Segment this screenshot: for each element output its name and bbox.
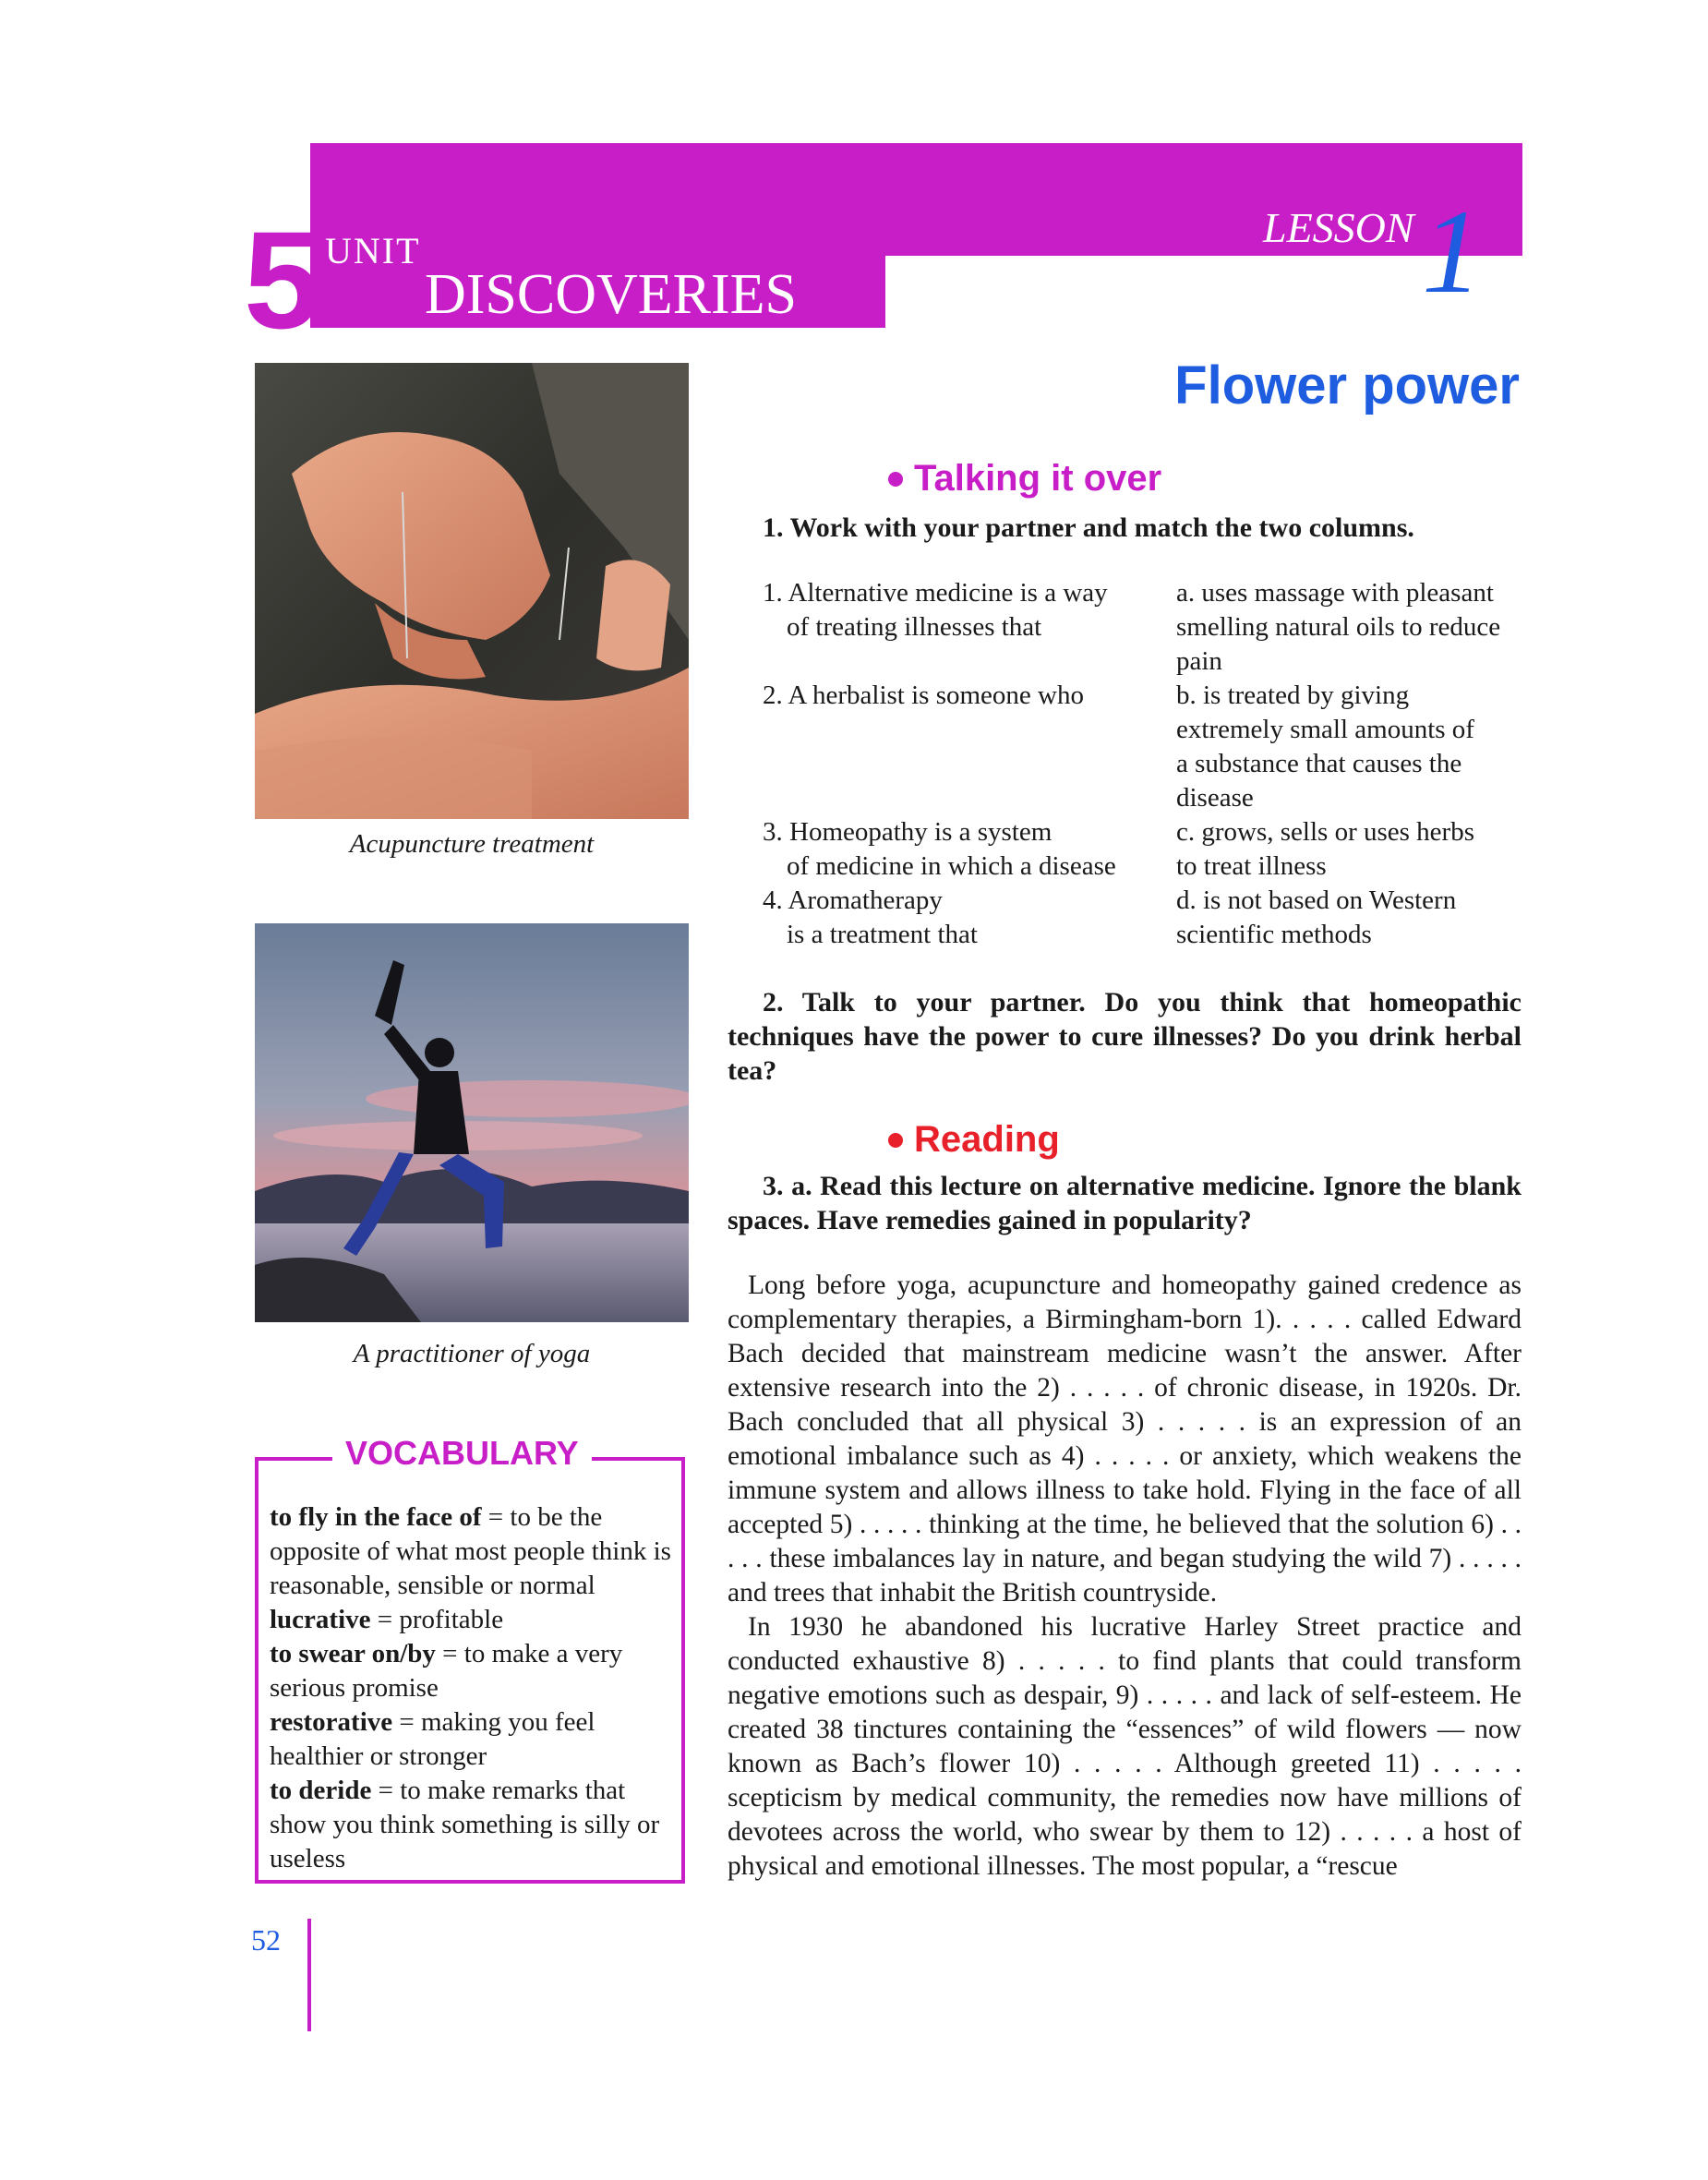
bullet-icon — [888, 472, 903, 487]
match-line: d. is not based on Western — [1176, 885, 1457, 915]
matching-right — [1176, 679, 1527, 815]
vocabulary-definition: = to make a very serious promise — [270, 1639, 623, 1703]
match-line: b. is treated by giving — [1176, 680, 1410, 710]
page-number: 52 — [251, 1923, 281, 1957]
match-line: of treating illnesses that — [787, 612, 1042, 642]
vocabulary-entry — [270, 1705, 676, 1774]
matching-table — [763, 576, 1531, 952]
matching-left — [763, 576, 1176, 679]
page-title: Flower power — [1174, 355, 1520, 416]
vocabulary-term: to deride — [270, 1776, 372, 1805]
matching-right — [1176, 815, 1527, 884]
acupuncture-photo — [255, 363, 689, 819]
acupuncture-caption: Acupuncture treatment — [349, 829, 595, 859]
match-line: smelling natural oils to reduce — [1176, 612, 1501, 642]
matching-left — [763, 884, 1176, 952]
reading-paragraph: In 1930 he abandoned his lucrative Harley Street practice and conducted exhaustive 8) . . . . . to find plants that could transform negative emotions such as despair, 9) . . . . . and lack of self-esteem. He created 38 tinctures containing the “essences” of wild flowers — now known as Bach’s flower 10) . . . . . Although greeted 11) . . . . . scepticism by medical community, the remedies now have millions of devotees across the world, who swear by them to 12) . . . . . a host of physical and emotional illnesses. The most popular, a “rescue — [728, 1612, 1522, 1881]
vocabulary-list — [270, 1500, 676, 1876]
vocabulary-entry — [270, 1603, 676, 1637]
matching-right — [1176, 576, 1527, 679]
task-1-instruction: 1. Work with your partner and match the two columns. — [763, 512, 1414, 543]
match-line: 3. Homeopathy is a system — [763, 817, 1052, 847]
matching-left — [763, 679, 1176, 815]
matching-row — [763, 884, 1531, 952]
vocabulary-entry — [270, 1500, 676, 1603]
matching-row — [763, 576, 1531, 679]
yoga-caption: A practitioner of yoga — [353, 1339, 591, 1368]
vocabulary-term: to fly in the face of — [270, 1502, 482, 1532]
match-line: to treat illness — [1176, 851, 1327, 881]
yoga-photo — [255, 923, 689, 1322]
matching-right — [1176, 884, 1527, 952]
match-line: a substance that causes the — [1176, 749, 1462, 778]
match-line: 4. Aromatherapy — [763, 885, 943, 915]
vocabulary-definition: = making you feel healthier or stronger — [270, 1707, 595, 1771]
match-line: 1. Alternative medicine is a way — [763, 578, 1108, 608]
unit-title: DISCOVERIES — [425, 263, 798, 326]
unit-label: UNIT — [325, 230, 421, 271]
match-line: 2. A herbalist is someone who — [763, 680, 1084, 710]
matching-row — [763, 679, 1531, 815]
matching-left — [763, 815, 1176, 884]
reading-heading — [888, 1119, 1060, 1161]
vocabulary-definition: = to make remarks that show you think something is silly or useless — [270, 1776, 660, 1873]
task-3-instruction: 3. a. Read this lecture on alternative medicine. Ignore the blank spaces. Have remedies gained in popularity? — [728, 1171, 1522, 1235]
match-line: c. grows, sells or uses herbs — [1176, 817, 1474, 847]
vocabulary-term: to swear on/by — [270, 1639, 436, 1668]
task-2-instruction: 2. Talk to your partner. Do you think that homeopathic techniques have the power to cure illnesses? Do you drink herbal tea? — [728, 987, 1522, 1086]
match-line: pain — [1176, 646, 1222, 676]
vocabulary-title: VOCABULARY — [332, 1434, 592, 1473]
lesson-label: LESSON — [1263, 204, 1414, 251]
reading-heading-label: Reading — [914, 1119, 1060, 1160]
page-divider — [307, 1919, 311, 2031]
matching-row — [763, 815, 1531, 884]
match-line: a. uses massage with pleasant — [1176, 578, 1494, 608]
vocabulary-term: restorative — [270, 1707, 393, 1737]
vocabulary-definition: = to be the opposite of what most people think is reasonable, sensible or normal — [270, 1502, 671, 1600]
match-line: extremely small amounts of — [1176, 715, 1474, 744]
lesson-number: 1 — [1422, 186, 1482, 319]
vocabulary-definition: = profitable — [370, 1605, 504, 1634]
match-line: scientific methods — [1176, 920, 1372, 949]
reading-paragraph: Long before yoga, acupuncture and homeopathy gained credence as complementary therapies, a Birmingham-born 1). . . . . called Edward Bach decided that mainstream medicine wasn’t the answer. After extensive research into the 2) . . . . . of chronic disease, in 1920s. Dr. Bach concluded that all physical 3) . . . . . is an expression of an emotional imbalance such as 4) . . . . . or anxiety, which weakens the immune system and allows illness to take hold. Flying in the face of all accepted 5) . . . . . thinking at the time, he believed that the solution 6) . . . . . these imbalances lay in nature, and began studying the wild 7) . . . . . and trees that inhabit the British countryside. — [728, 1271, 1522, 1608]
reading-passage — [728, 1269, 1522, 1884]
bullet-icon — [888, 1133, 903, 1148]
match-line: is a treatment that — [787, 920, 978, 949]
vocabulary-entry — [270, 1774, 676, 1876]
vocabulary-entry — [270, 1637, 676, 1705]
unit-number: 5 — [244, 202, 321, 357]
match-line: disease — [1176, 783, 1254, 813]
talking-heading-label: Talking it over — [914, 458, 1162, 499]
talking-heading — [888, 458, 1161, 500]
vocabulary-term: lucrative — [270, 1605, 371, 1634]
match-line: of medicine in which a disease — [787, 851, 1116, 881]
